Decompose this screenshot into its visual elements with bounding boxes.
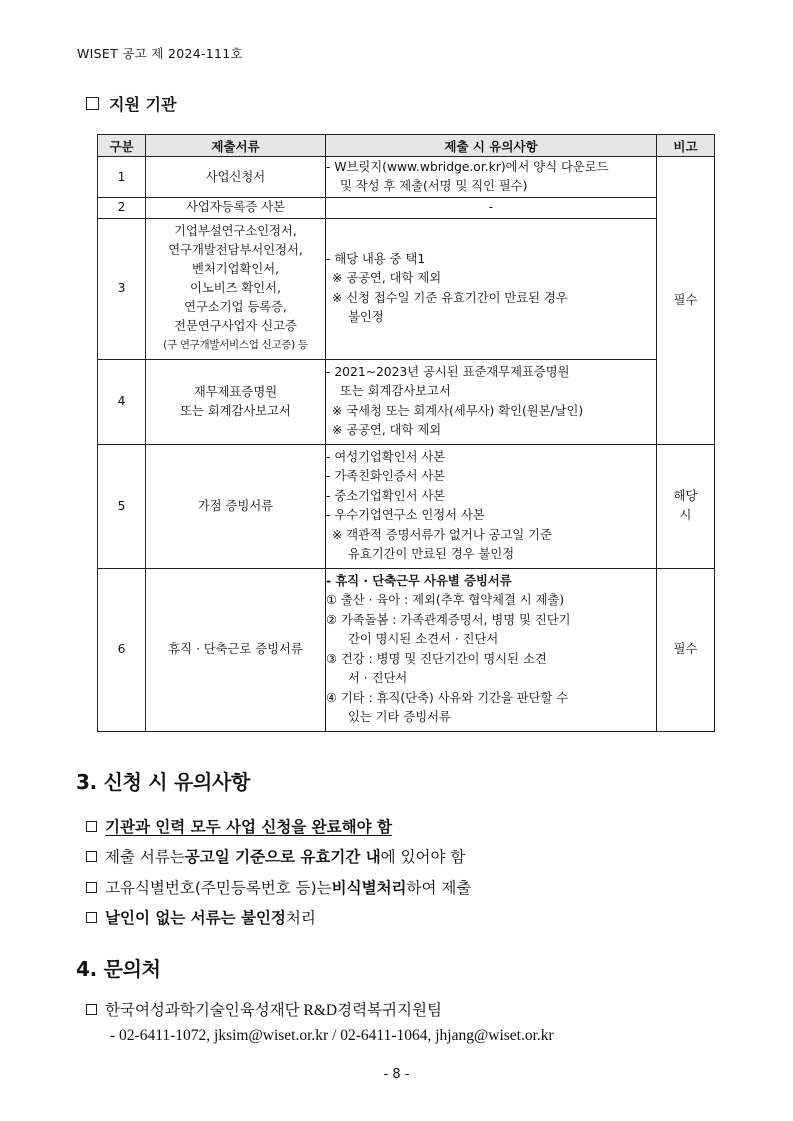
remark-text: 해당 시: [673, 489, 698, 522]
row-number: 1: [98, 157, 146, 198]
note-line: ④ 기타 : 휴직(단축) 사유와 기간을 판단할 수: [326, 690, 569, 705]
note-line: ※ 객관적 증명서류가 없거나 공고일 기준: [332, 527, 552, 542]
notes-cell: [326, 218, 657, 359]
document-line: 이노비즈 확인서,: [190, 281, 281, 295]
note-line: - 중소기업확인서 사본: [326, 488, 446, 503]
header-remarks: 비고: [657, 135, 715, 157]
notice-text: 처리: [285, 909, 316, 927]
table-header-row: [98, 135, 715, 157]
notice-emphasis: 공고일 기준으로 유효기간 내: [184, 848, 381, 866]
note-line: - 가족친화인증서 사본: [326, 469, 446, 483]
section3-title: 3. 신청 시 유의사항: [76, 770, 251, 794]
row-number: 2: [98, 198, 146, 219]
document-line: 사업자등록증 사본: [186, 200, 285, 215]
header-category: 구분: [98, 135, 146, 157]
section4-title: 4. 문의처: [76, 957, 161, 981]
document-name: [146, 359, 326, 444]
notice-text: 하여 제출: [406, 879, 472, 897]
notice-emphasis: 비식별처리: [331, 879, 407, 897]
row-number: 6: [98, 568, 146, 731]
header-notes: 제출 시 유의사항: [326, 135, 657, 157]
notes-cell: [326, 444, 657, 568]
note-line: 및 작성 후 제출(서명 및 직인 필수): [340, 179, 528, 193]
page-number: - 8 -: [383, 1067, 410, 1082]
note-line: 유효기간이 만료된 경우 불인정: [348, 547, 515, 561]
notes-cell: [326, 568, 657, 731]
note-line: -: [488, 200, 494, 214]
checkbox-square-icon: [86, 97, 99, 110]
checkbox-square-icon: [86, 1004, 97, 1015]
document-name: [146, 157, 326, 198]
notice-number: WISET 공고 제 2024-111호: [77, 46, 243, 61]
document-line: 가점 증빙서류: [197, 498, 274, 513]
contact-details: - 02-6411-1072, jksim@wiset.or.kr / 02-6411-1064, jhjang@wiset.or.kr: [110, 1027, 554, 1044]
notice-item: [86, 906, 316, 928]
document-line: 사업신청서: [205, 169, 266, 184]
note-line: ① 출산 · 육아 : 제외(추후 협약체결 시 제출): [326, 593, 565, 607]
notice-item: [86, 876, 471, 898]
note-line: 또는 회계감사보고서: [340, 384, 451, 398]
note-line: - 휴직 · 단축근무 사유별 증빙서류: [326, 573, 512, 588]
note-line: - 우수기업연구소 인정서 사본: [326, 508, 485, 522]
document-name: [146, 444, 326, 568]
document-line: 전문연구사업자 신고증: [174, 319, 297, 333]
note-line: ② 가족돌봄 : 가족관계증명서, 병명 및 진단기: [326, 612, 571, 627]
table-row: [98, 198, 715, 219]
document-line: 기업부설연구소인정서,: [174, 224, 297, 238]
remark-required: 필수: [657, 157, 715, 445]
note-line: ※ 신청 접수일 기준 유효기간이 만료된 경우: [332, 290, 568, 305]
document-name: [146, 198, 326, 219]
notice-text: 기관과 인력 모두 사업 신청을 완료해야 함: [105, 818, 392, 836]
notes-cell: [326, 157, 657, 198]
support-section-title: 지원 기관: [109, 95, 177, 114]
document-line: 재무제표증명원: [193, 384, 278, 399]
notes-cell: [326, 198, 657, 219]
notice-emphasis: 날인이 없는 서류는 불인정: [105, 909, 286, 927]
notice-item: [86, 845, 465, 867]
notice-item: [86, 815, 392, 837]
row-number: 5: [98, 444, 146, 568]
document-name: [146, 568, 326, 731]
notice-text: 제출 서류는: [105, 848, 185, 866]
org-name: 한국여성과학기술인육성재단 R&D경력복귀지원팀: [105, 1002, 442, 1019]
note-line: 불인정: [348, 310, 384, 324]
note-line: - 2021~2023년 공시된 표준재무제표증명원: [326, 364, 570, 379]
table-row: [98, 157, 715, 198]
notice-text: 고유식별번호(주민등록번호 등)는: [105, 879, 332, 897]
table-row: [98, 359, 715, 444]
document-name: [146, 218, 326, 359]
note-line: 서 · 진단서: [348, 671, 408, 685]
checkbox-square-icon: [86, 821, 97, 832]
document-line: (구 연구개발서비스업 신고증) 등: [163, 339, 308, 351]
support-section-heading: [86, 92, 176, 115]
row-number: 3: [98, 218, 146, 359]
document-line: 연구개발전담부서인정서,: [168, 243, 303, 257]
note-line: - 여성기업확인서 사본: [326, 449, 446, 464]
remark-required: 필수: [657, 568, 715, 731]
documents-table: [97, 134, 715, 732]
document-line: 또는 회계감사보고서: [180, 403, 291, 418]
document-line: 벤처기업확인서,: [191, 262, 280, 276]
checkbox-square-icon: [86, 851, 97, 862]
notice-text: 에 있어야 함: [380, 848, 466, 866]
note-line: ※ 국세청 또는 회계사(세무사) 확인(원본/날인): [332, 403, 584, 418]
table-row: [98, 444, 715, 568]
note-line: 간이 명시된 소견서 · 진단서: [348, 632, 499, 646]
header-document: 제출서류: [146, 135, 326, 157]
checkbox-square-icon: [86, 882, 97, 893]
contact-org: [86, 998, 442, 1020]
row-number: 4: [98, 359, 146, 444]
table-row: [98, 568, 715, 731]
note-line: ※ 공공연, 대학 제외: [332, 271, 442, 285]
note-line: - 해당 내용 중 택1: [326, 251, 426, 266]
document-line: 휴직 · 단축근로 증빙서류: [168, 642, 303, 656]
table-row: [98, 218, 715, 359]
checkbox-square-icon: [86, 912, 97, 923]
document-line: 연구소기업 등록증,: [184, 300, 287, 314]
note-line: - W브릿지(www.wbridge.or.kr)에서 양식 다운로드: [326, 159, 609, 174]
note-line: ※ 공공연, 대학 제외: [332, 423, 442, 437]
note-line: ③ 건강 : 병명 및 진단기간이 명시된 소견: [326, 651, 547, 666]
note-line: 있는 기타 증빙서류: [348, 710, 451, 724]
remark-applicable: [657, 444, 715, 568]
notes-cell: [326, 359, 657, 444]
